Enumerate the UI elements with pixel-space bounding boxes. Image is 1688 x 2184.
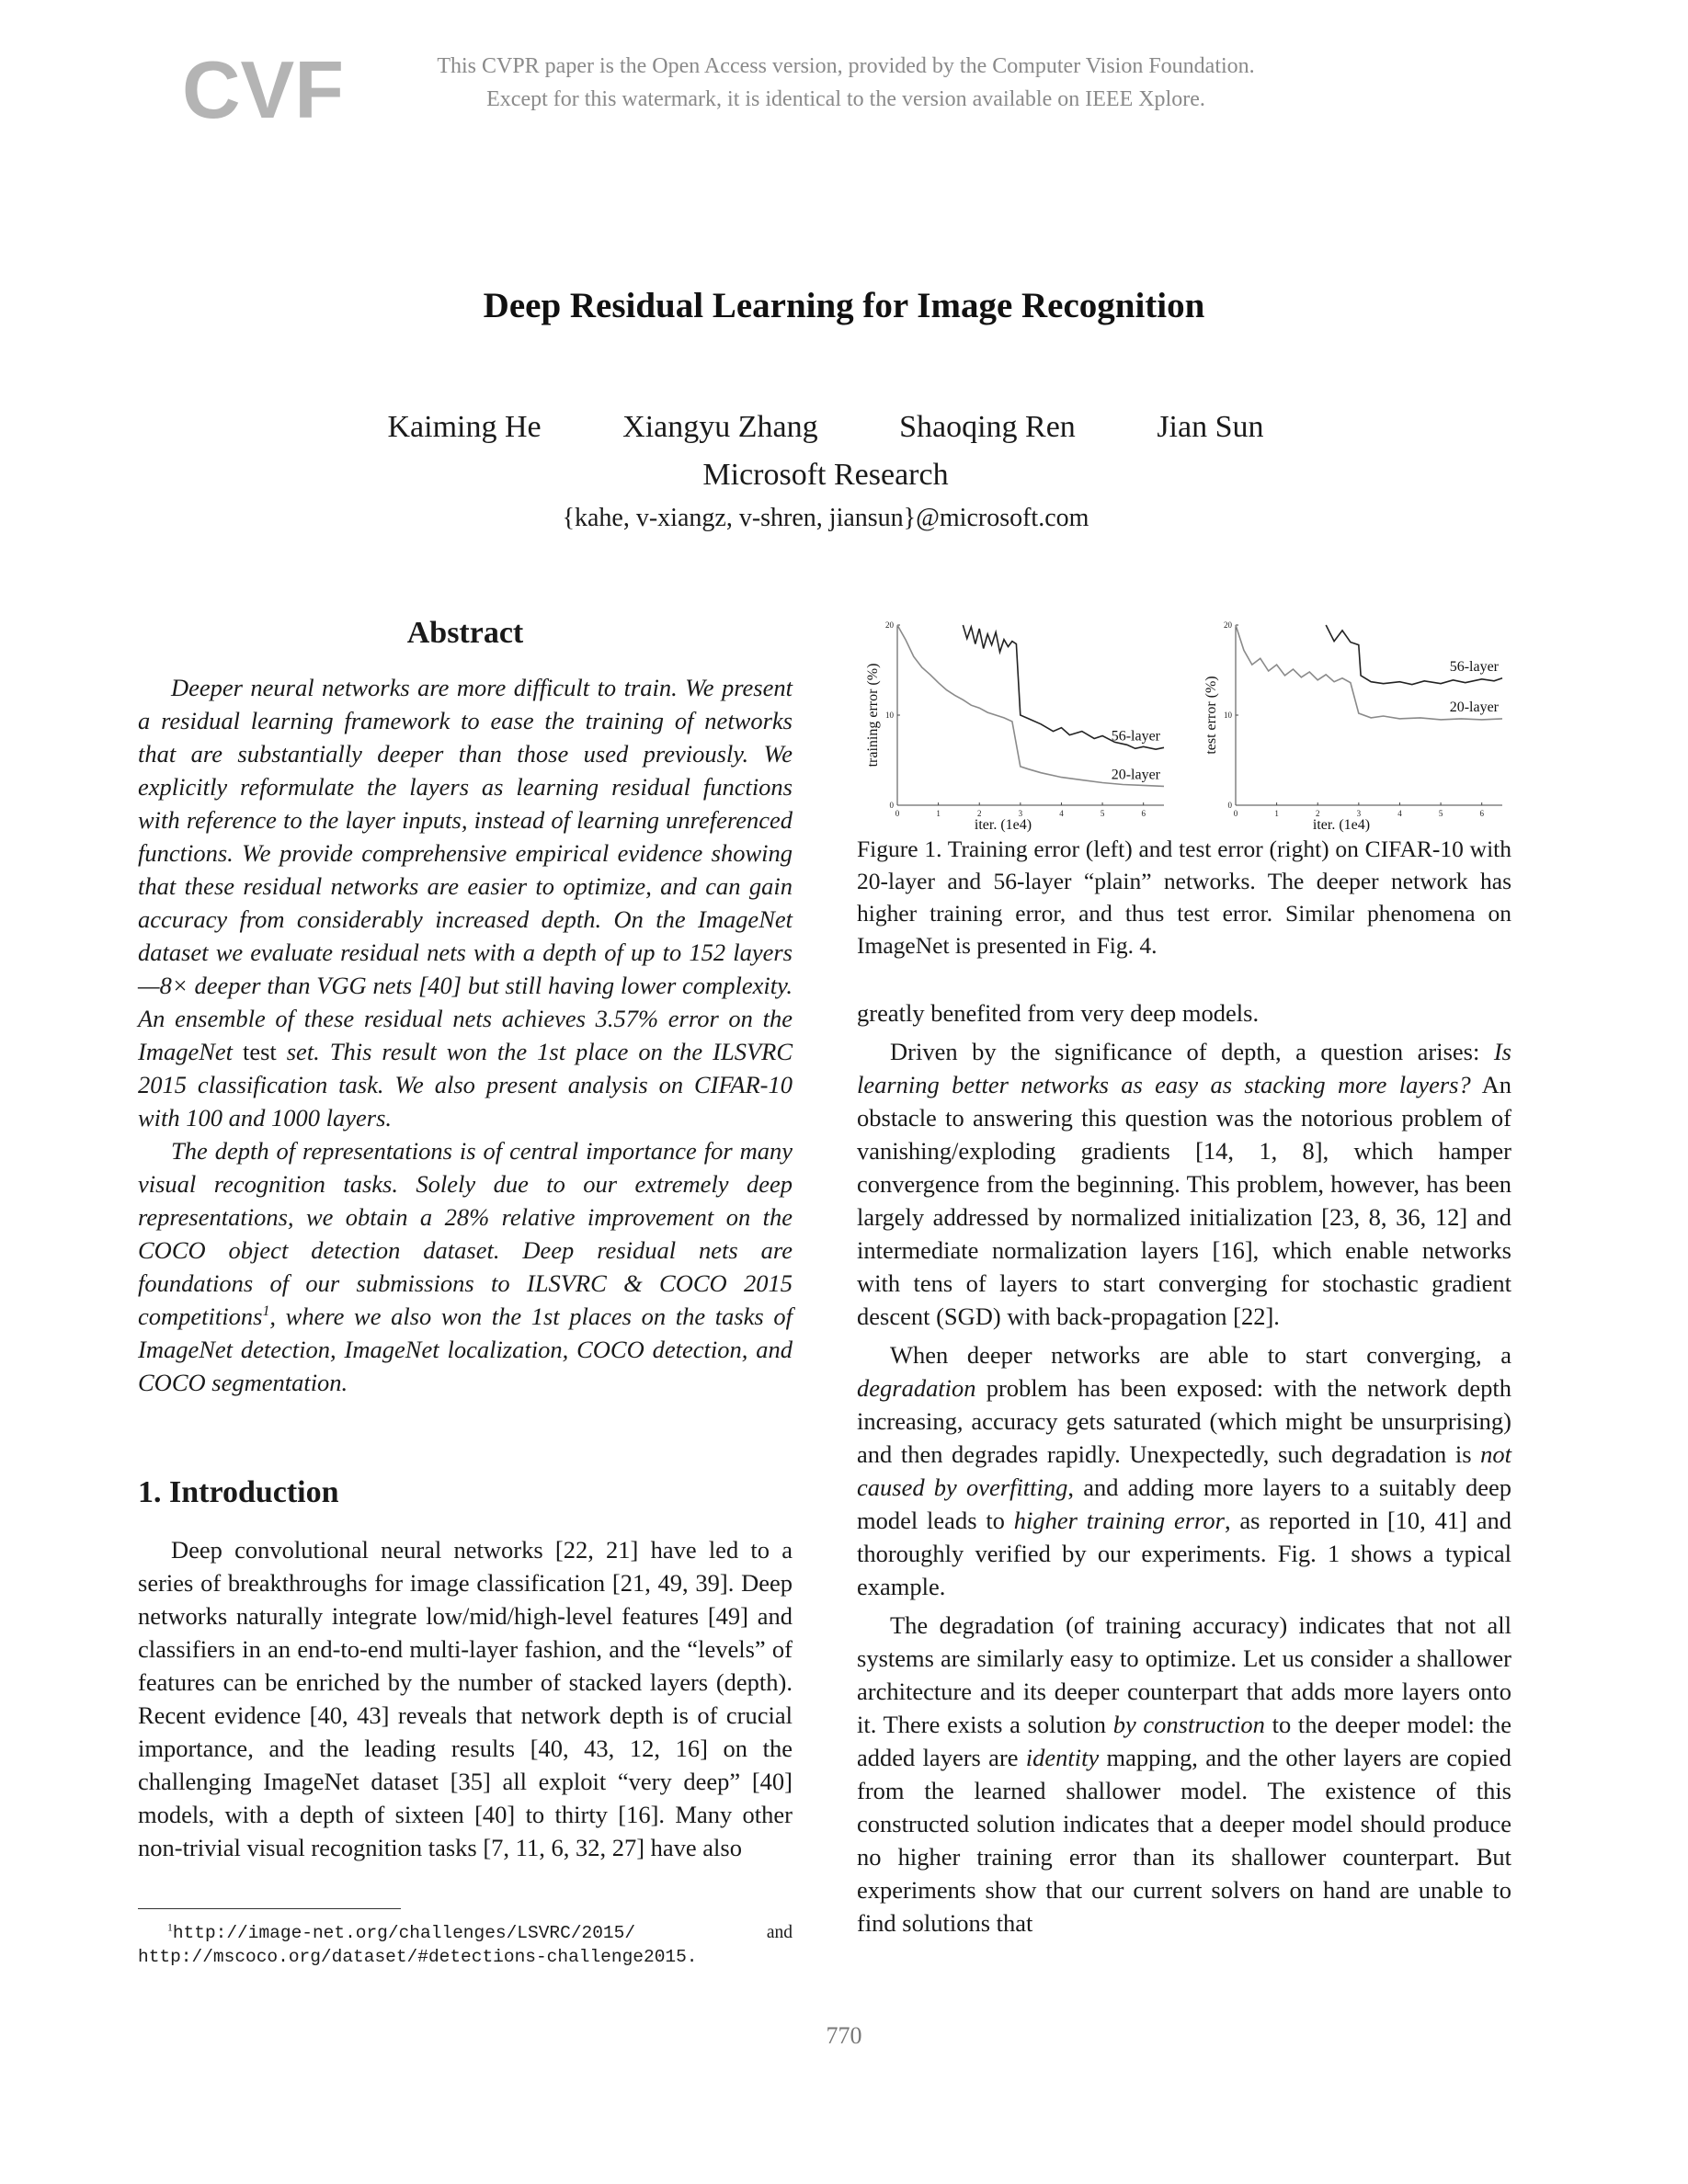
footnote-link[interactable]: http://image-net.org/challenges/LSVRC/2015/ bbox=[172, 1923, 636, 1943]
abstract-body bbox=[138, 671, 793, 1399]
abstract-paragraph bbox=[138, 671, 793, 1134]
abstract-text-upright: test bbox=[242, 1038, 277, 1065]
affiliation: Microsoft Research bbox=[702, 458, 949, 492]
series-label: 56-layer bbox=[1449, 658, 1499, 675]
page-number: 770 bbox=[826, 2022, 862, 2049]
series-label: 20-layer bbox=[1449, 699, 1499, 715]
y-tick-label: 0 bbox=[1227, 801, 1232, 810]
author-list bbox=[0, 410, 1651, 445]
x-tick-label: 5 bbox=[1438, 809, 1443, 818]
x-tick-label: 2 bbox=[1315, 809, 1320, 818]
author-name: Xiangyu Zhang bbox=[622, 410, 818, 444]
paper-title: Deep Residual Learning for Image Recognition bbox=[483, 286, 1205, 325]
section-heading-introduction: 1. Introduction bbox=[138, 1475, 339, 1509]
footnote-mark: 1 bbox=[167, 1921, 173, 1934]
watermark-line-2: Except for this watermark, it is identical to the version available on IEEE Xplore. bbox=[486, 87, 1205, 111]
x-tick-label: 2 bbox=[976, 809, 982, 818]
x-tick-label: 0 bbox=[895, 809, 900, 818]
figure-1-charts bbox=[851, 614, 1513, 835]
footnote-link[interactable]: http://mscoco.org/dataset/#detections-challenge2015. bbox=[138, 1947, 698, 1967]
abstract-text: set. This result won the 1st place on the ILSVRC 2015 classification task. We also present analysis on CIFAR-10 with 100 and 1000 layers. bbox=[138, 1038, 793, 1132]
body-text: to the deeper model: the added layers are bbox=[857, 1711, 1511, 1771]
x-tick-label: 6 bbox=[1141, 809, 1146, 818]
body-text: Driven by the significance of depth, a question arises: bbox=[890, 1038, 1494, 1065]
footnote-and: and bbox=[766, 1923, 793, 1942]
x-axis-label: iter. (1e4) bbox=[974, 817, 1032, 833]
series-label: 20-layer bbox=[1111, 767, 1160, 783]
body-text: mapping, and the other layers are copied from the learned shallower model. The existence of this constructed solution indicates that a deeper model should produce no higher training error than its shallower counterpart. But experiments show that our current solvers on hand are unable to find solutions that bbox=[857, 1744, 1511, 1937]
abstract-text: , where we also won the 1st places on the tasks of ImageNet detection, ImageNet localization, COCO detection, and COCO segmentation. bbox=[138, 1302, 793, 1396]
author-name: Shaoqing Ren bbox=[899, 410, 1076, 444]
footnote bbox=[138, 1921, 793, 1969]
body-text-emphasis: identity bbox=[1025, 1744, 1100, 1771]
series-label: 56-layer bbox=[1111, 728, 1160, 745]
abstract-text: The depth of representations is of central importance for many visual recognition tasks. Solely due to our extremely deep representations, we obtain a 28% relative improvement on the COCO object detection dataset. Deep residual nets are foundations of our submissions to ILSVRC & COCO 2015 competitions bbox=[138, 1137, 793, 1330]
body-text: When deeper networks are able to start converging, a bbox=[890, 1341, 1511, 1369]
abstract-paragraph bbox=[138, 1134, 793, 1399]
body-text: The degradation (of training accuracy) indicates that not all systems are similarly easy to optimize. Let us consider a shallower architecture and its deeper counterpart that adds more layers onto it. There exists a solution bbox=[857, 1611, 1511, 1738]
body-text-emphasis: by construction bbox=[1112, 1711, 1265, 1738]
body-paragraph bbox=[857, 1035, 1511, 1333]
x-tick-label: 3 bbox=[1018, 809, 1023, 818]
y-tick-label: 10 bbox=[885, 711, 894, 720]
body-text-emphasis: degradation bbox=[857, 1374, 976, 1402]
series-line bbox=[897, 625, 1164, 786]
body-paragraph bbox=[857, 1338, 1511, 1603]
x-tick-label: 0 bbox=[1233, 809, 1238, 818]
y-axis-label: test error (%) bbox=[1203, 676, 1219, 755]
footnote-marker: 1 bbox=[262, 1303, 270, 1320]
author-name: Jian Sun bbox=[1157, 410, 1264, 444]
abstract-heading: Abstract bbox=[406, 616, 524, 650]
y-tick-label: 0 bbox=[889, 801, 894, 810]
body-text-emphasis: not caused by overfitting bbox=[857, 1440, 1511, 1501]
watermark-line-1: This CVPR paper is the Open Access version, provided by the Computer Vision Foundation. bbox=[437, 54, 1255, 78]
x-tick-label: 4 bbox=[1059, 809, 1064, 818]
body-text-emphasis: Is learning better networks as easy as stacking more layers? bbox=[857, 1038, 1511, 1098]
y-tick-label: 20 bbox=[885, 620, 894, 630]
body-paragraph: Deep convolutional neural networks [22, 21] have led to a series of breakthroughs for image classification [21, 49, 39]. Deep networks naturally integrate low/mid/high-level features [49] and classifiers in an end-to-end multi-layer fashion, and the “levels” of features can be enriched by the number of stacked layers (depth). Recent evidence [40, 43] reveals that network depth is of crucial importance, and the leading results [40, 43, 12, 16] on the challenging ImageNet dataset [35] all exploit “very deep” [40] models, with a depth of sixteen [40] to thirty [16]. Many other non-trivial visual recognition tasks [7, 11, 6, 32, 27] have also bbox=[138, 1536, 793, 1861]
body-text-emphasis: higher training error bbox=[1013, 1507, 1225, 1534]
x-tick-label: 4 bbox=[1397, 809, 1402, 818]
right-column-body bbox=[857, 996, 1511, 1945]
x-tick-label: 6 bbox=[1479, 809, 1484, 818]
body-paragraph bbox=[857, 1609, 1511, 1939]
x-tick-label: 3 bbox=[1356, 809, 1362, 818]
series-line bbox=[1326, 625, 1502, 685]
y-tick-label: 20 bbox=[1224, 620, 1232, 630]
body-text: , and adding more layers to a suitably deep model leads to bbox=[857, 1473, 1511, 1534]
y-axis-label: training error (%) bbox=[865, 663, 881, 768]
introduction-body bbox=[138, 1533, 793, 1864]
author-email: {kahe, v-xiangz, v-shren, jiansun}@microsoft.com bbox=[562, 504, 1089, 532]
body-text: problem has been exposed: with the network depth increasing, accuracy gets saturated (which might be unsurprising) and then degrades rapidly. Unexpectedly, such degradation is bbox=[857, 1374, 1511, 1468]
abstract-text: Deeper neural networks are more difficult to train. We present a residual learning framework to ease the training of networks that are substantially deeper than those used previously. We explicitly reformulate the layers as learning residual functions with reference to the layer inputs, instead of learning unreferenced functions. We provide comprehensive empirical evidence showing that these residual networks are easier to optimize, and can gain accuracy from considerably increased depth. On the ImageNet dataset we evaluate residual nets with a depth of up to 152 layers—8× deeper than VGG nets [40] but still having lower complexity. An ensemble of these residual nets achieves 3.57% error on the ImageNet bbox=[138, 674, 793, 1065]
author-name: Kaiming He bbox=[387, 410, 542, 444]
footnote-rule bbox=[138, 1908, 401, 1909]
body-paragraph: greatly benefited from very deep models. bbox=[857, 999, 1260, 1027]
x-tick-label: 1 bbox=[1274, 809, 1279, 818]
x-axis-label: iter. (1e4) bbox=[1312, 817, 1371, 833]
body-text: An obstacle to answering this question was the notorious problem of vanishing/exploding gradients [14, 1, 8], which hamper convergence from the beginning. This problem, however, has been largely addressed by normalized initialization [23, 8, 36, 12] and intermediate normalization layers [16], which enable networks with tens of layers to start converging for stochastic gradient descent (SGD) with back-propagation [22]. bbox=[857, 1071, 1511, 1330]
y-tick-label: 10 bbox=[1224, 711, 1232, 720]
body-text: , as reported in [10, 41] and thoroughly verified by our experiments. Fig. 1 shows a typical example. bbox=[857, 1507, 1511, 1600]
figure-caption: Figure 1. Training error (left) and test error (right) on CIFAR-10 with 20-layer and 56-layer “plain” networks. The deeper network has higher training error, and thus test error. Similar phenomena on ImageNet is presented in Fig. 4. bbox=[857, 836, 1511, 959]
cvf-logo bbox=[182, 44, 344, 135]
x-tick-label: 1 bbox=[936, 809, 941, 818]
x-tick-label: 5 bbox=[1100, 809, 1105, 818]
cvf-logo-text: CVF bbox=[182, 44, 344, 135]
watermark-notice bbox=[313, 50, 1379, 116]
